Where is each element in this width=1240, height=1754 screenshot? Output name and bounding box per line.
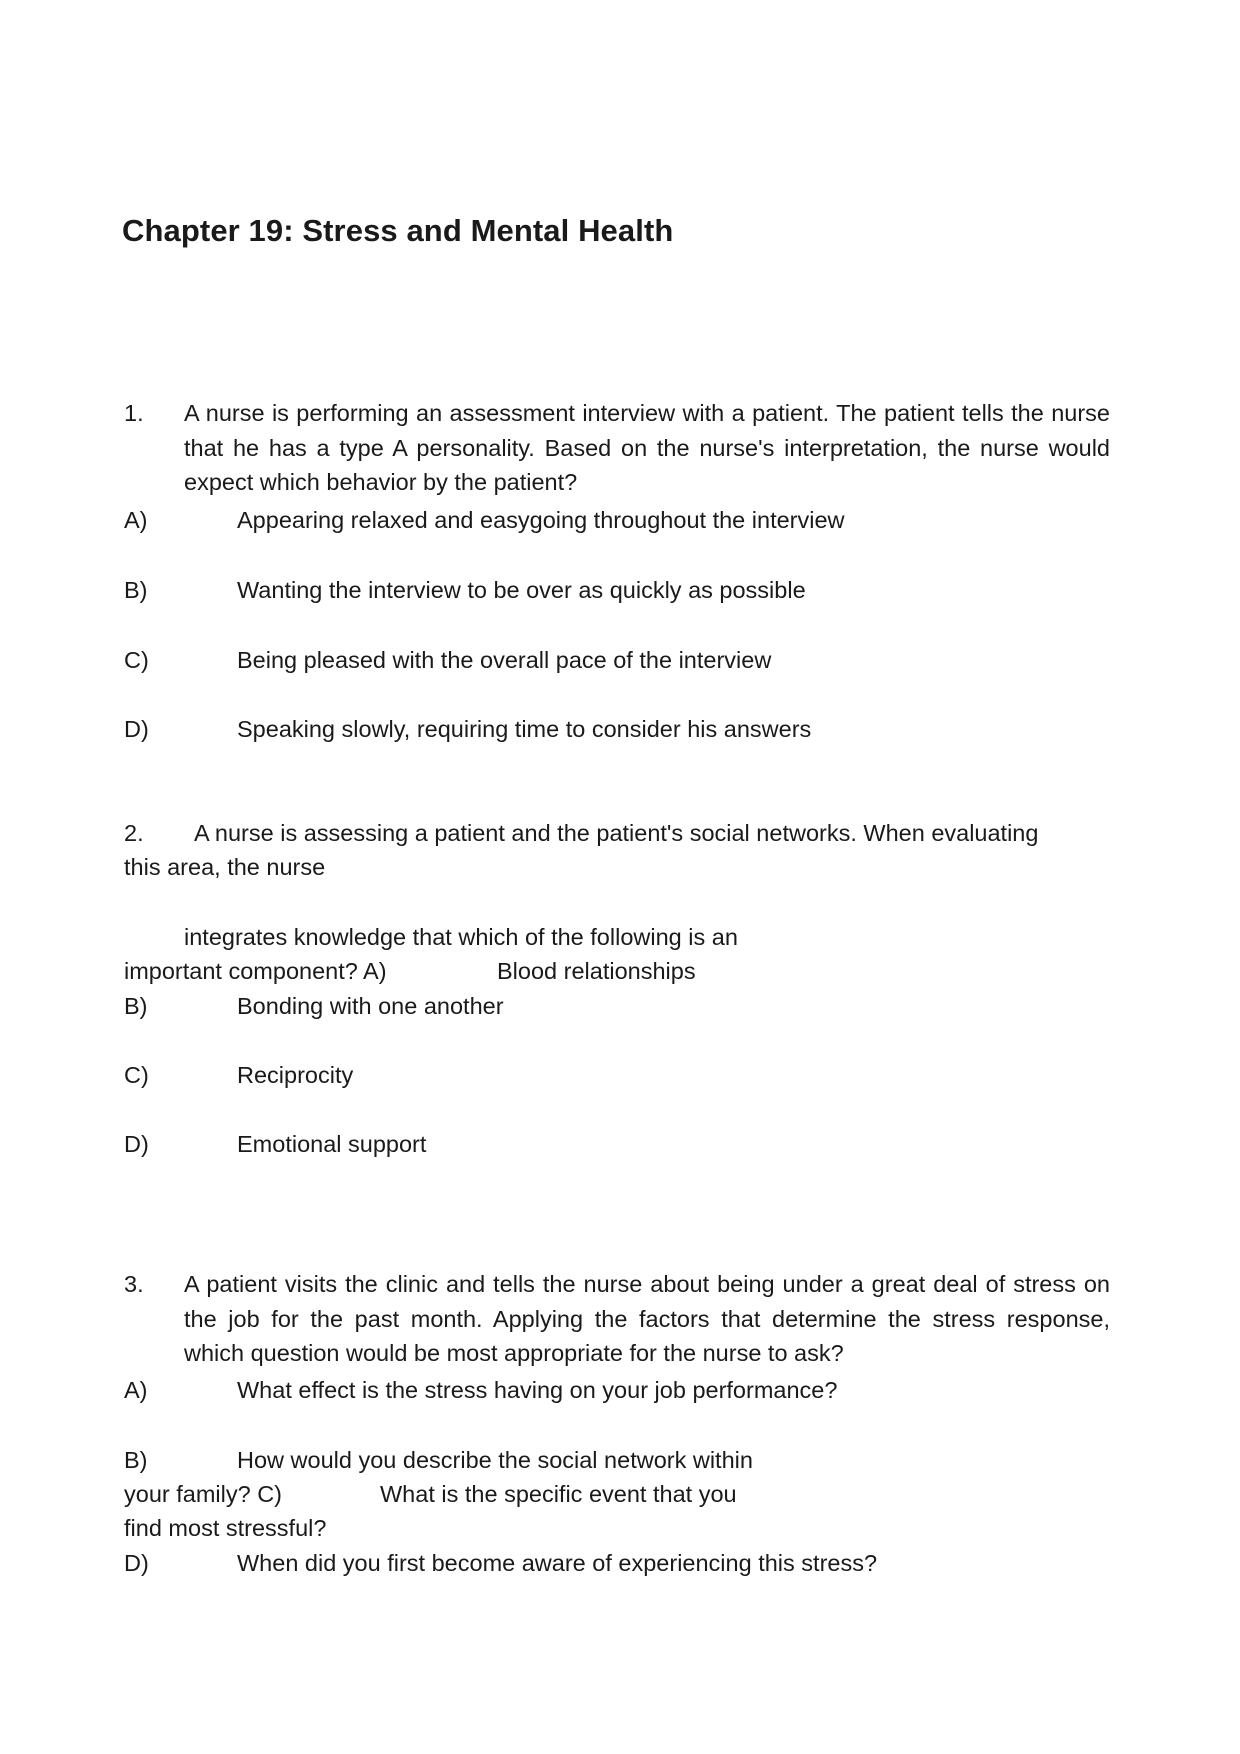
option-letter: C) — [124, 1062, 149, 1088]
option-text: How would you describe the social network within — [237, 1447, 753, 1473]
option-letter: B) — [124, 1447, 148, 1473]
question-text: A nurse is performing an assessment interview with a patient. The patient tells the nurse that he has a type A personality. Based on the nurse's interpretation, the nurse would expect which behavior by the patient? — [184, 400, 1110, 495]
option-text: Speaking slowly, requiring time to consider his answers — [237, 716, 812, 742]
option-text: Emotional support — [237, 1131, 427, 1157]
option-letter: B) — [124, 993, 148, 1019]
question-text: integrates knowledge that which of the following is an — [184, 924, 738, 950]
question-text: A nurse is assessing a patient and the patient's social networks. When evaluating — [194, 820, 1039, 846]
option-text: Appearing relaxed and easygoing throughout the interview — [237, 507, 845, 533]
option-text: What is the specific event that you — [380, 1481, 737, 1507]
question-text: A patient visits the clinic and tells the nurse about being under a great deal of stress on the job for the past month. Applying the factors that determine the stress response, which question would be most appropriate for the nurse to ask? — [184, 1271, 1110, 1366]
page-title: Chapter 19: Stress and Mental Health — [122, 213, 674, 248]
option-letter: D) — [124, 1131, 149, 1157]
option-letter: A) — [124, 1377, 148, 1403]
option-letter: D) — [124, 716, 149, 742]
option-text: What effect is the stress having on your job performance? — [237, 1377, 838, 1403]
option-text: Wanting the interview to be over as quickly as possible — [237, 577, 806, 603]
option-letter: A) — [124, 507, 148, 533]
option-text: Being pleased with the overall pace of the interview — [237, 647, 772, 673]
option-text: Bonding with one another — [237, 993, 504, 1019]
option-letter: D) — [124, 1550, 149, 1576]
option-text: When did you first become aware of experiencing this stress? — [237, 1550, 878, 1576]
question-text: this area, the nurse — [124, 854, 326, 880]
question-number: 2. — [124, 820, 144, 846]
question-number: 1. — [124, 400, 144, 426]
question-text: important component? A) — [124, 958, 387, 984]
question-number: 3. — [124, 1271, 144, 1297]
option-text: find most stressful? — [124, 1515, 327, 1541]
option-letter: C) — [124, 647, 149, 673]
option-text: Blood relationships — [497, 958, 696, 984]
option-letter: B) — [124, 577, 148, 603]
option-text: Reciprocity — [237, 1062, 354, 1088]
option-text: your family? C) — [124, 1481, 283, 1507]
